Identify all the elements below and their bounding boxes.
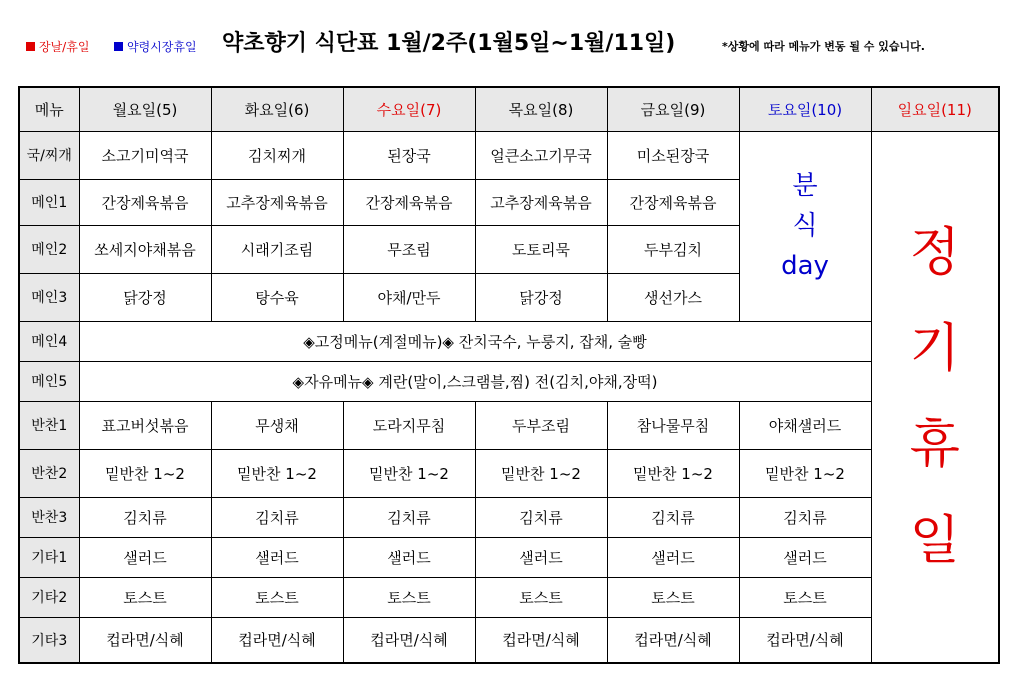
menu-cell: 김치류 <box>343 497 475 537</box>
row-label: 메인5 <box>19 361 79 401</box>
menu-cell: 생선가스 <box>607 273 739 321</box>
header-corner: 메뉴 <box>19 87 79 131</box>
menu-cell: 샐러드 <box>343 537 475 577</box>
row-label: 기타3 <box>19 617 79 663</box>
legend-holiday-label: 장날/휴일 <box>39 40 90 54</box>
row-label: 반찬2 <box>19 449 79 497</box>
menu-cell: 야채/만두 <box>343 273 475 321</box>
menu-cell: 밑반찬 1~2 <box>739 449 871 497</box>
red-square-icon <box>26 42 35 51</box>
closed-char: 기 <box>909 318 960 379</box>
menu-cell: 김치류 <box>475 497 607 537</box>
menu-cell: 토스트 <box>343 577 475 617</box>
menu-cell: 컵라면/식혜 <box>211 617 343 663</box>
menu-cell: 간장제육볶음 <box>607 179 739 225</box>
menu-cell: 닭강정 <box>79 273 211 321</box>
menu-cell: 시래기조림 <box>211 225 343 273</box>
menu-cell: 샐러드 <box>739 537 871 577</box>
menu-cell: 김치찌개 <box>211 131 343 179</box>
menu-cell: 두부조림 <box>475 401 607 449</box>
menu-cell: 토스트 <box>475 577 607 617</box>
menu-cell: 탕수육 <box>211 273 343 321</box>
snack-char: 분 <box>792 171 818 201</box>
menu-cell: 표고버섯볶음 <box>79 401 211 449</box>
menu-cell: 참나물무침 <box>607 401 739 449</box>
menu-cell: 토스트 <box>211 577 343 617</box>
menu-cell: 토스트 <box>739 577 871 617</box>
row-label: 기타1 <box>19 537 79 577</box>
menu-cell: 간장제육볶음 <box>343 179 475 225</box>
header-day-sat: 토요일(10) <box>739 87 871 131</box>
header-day-tue: 화요일(6) <box>211 87 343 131</box>
menu-cell: 간장제육볶음 <box>79 179 211 225</box>
closed-char: 휴 <box>909 414 960 475</box>
header-day-sun: 일요일(11) <box>871 87 999 131</box>
menu-cell: 밑반찬 1~2 <box>607 449 739 497</box>
menu-cell: 토스트 <box>607 577 739 617</box>
menu-cell: 컵라면/식혜 <box>79 617 211 663</box>
menu-cell: 미소된장국 <box>607 131 739 179</box>
snack-char: day <box>781 251 829 281</box>
menu-cell: 김치류 <box>607 497 739 537</box>
menu-cell: 밑반찬 1~2 <box>211 449 343 497</box>
menu-cell: 컵라면/식혜 <box>475 617 607 663</box>
free-menu-cell: ◈자유메뉴◈ 계란(말이,스크램블,찜) 전(김치,야채,장떡) <box>79 361 871 401</box>
row-label: 메인3 <box>19 273 79 321</box>
menu-cell: 두부김치 <box>607 225 739 273</box>
row-label: 반찬1 <box>19 401 79 449</box>
menu-cell: 도라지무침 <box>343 401 475 449</box>
weekly-menu-table <box>18 86 1000 664</box>
row-label: 국/찌개 <box>19 131 79 179</box>
menu-cell: 무생채 <box>211 401 343 449</box>
menu-cell: 밑반찬 1~2 <box>79 449 211 497</box>
menu-cell: 닭강정 <box>475 273 607 321</box>
menu-cell: 컵라면/식혜 <box>607 617 739 663</box>
header-day-fri: 금요일(9) <box>607 87 739 131</box>
closed-char: 일 <box>909 510 960 571</box>
page-title: 약초향기 식단표 1월/2주(1월5일~1월/11일) <box>222 31 676 56</box>
row-label: 메인4 <box>19 321 79 361</box>
legend-market-label: 약령시장휴일 <box>127 40 197 54</box>
menu-cell: 샐러드 <box>79 537 211 577</box>
menu-cell: 고추장제육볶음 <box>475 179 607 225</box>
menu-cell: 샐러드 <box>211 537 343 577</box>
blue-square-icon <box>114 42 123 51</box>
menu-cell: 토스트 <box>79 577 211 617</box>
header-day-thu: 목요일(8) <box>475 87 607 131</box>
menu-cell: 컵라면/식혜 <box>739 617 871 663</box>
row-label: 반찬3 <box>19 497 79 537</box>
snack-char: 식 <box>792 211 818 241</box>
page-header <box>0 0 1018 86</box>
legend-holiday <box>26 38 89 55</box>
menu-cell: 샐러드 <box>607 537 739 577</box>
menu-cell: 얼큰소고기무국 <box>475 131 607 179</box>
row-label: 메인2 <box>19 225 79 273</box>
fixed-menu-cell: ◈고정메뉴(계절메뉴)◈ 잔치국수, 누룽지, 잡채, 술빵 <box>79 321 871 361</box>
menu-cell: 김치류 <box>211 497 343 537</box>
menu-cell: 김치류 <box>739 497 871 537</box>
menu-change-note: *상황에 따라 메뉴가 변동 될 수 있습니다. <box>722 40 925 53</box>
menu-cell: 쏘세지야채볶음 <box>79 225 211 273</box>
sunday-regular-closure <box>871 131 999 663</box>
menu-cell: 된장국 <box>343 131 475 179</box>
row-label: 메인1 <box>19 179 79 225</box>
row-label: 기타2 <box>19 577 79 617</box>
saturday-snack-day <box>739 131 871 321</box>
menu-cell: 도토리묵 <box>475 225 607 273</box>
legend-market <box>114 38 197 55</box>
menu-cell: 밑반찬 1~2 <box>475 449 607 497</box>
menu-cell: 김치류 <box>79 497 211 537</box>
menu-cell: 샐러드 <box>475 537 607 577</box>
menu-cell: 컵라면/식혜 <box>343 617 475 663</box>
header-day-mon: 월요일(5) <box>79 87 211 131</box>
menu-cell: 야채샐러드 <box>739 401 871 449</box>
closed-char: 정 <box>909 222 960 283</box>
header-day-wed: 수요일(7) <box>343 87 475 131</box>
menu-cell: 고추장제육볶음 <box>211 179 343 225</box>
menu-cell: 무조림 <box>343 225 475 273</box>
menu-cell: 밑반찬 1~2 <box>343 449 475 497</box>
menu-cell: 소고기미역국 <box>79 131 211 179</box>
